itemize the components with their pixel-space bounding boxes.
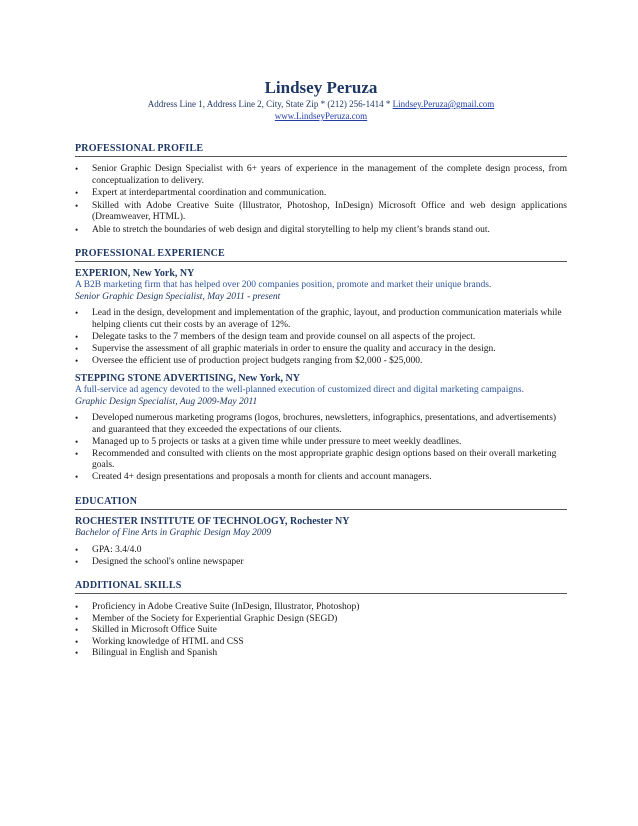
list-item-text: Recommended and consulted with clients on the most appropriate graphic design options based on their overall marketing goals. [92, 448, 557, 470]
list-item-text: Senior Graphic Design Specialist with 6+ years of experience in the management of the complete design process, from conceptualization to delivery. [92, 164, 567, 186]
list-item [75, 557, 567, 569]
resume-page [75, 78, 567, 660]
employer-name: STEPPING STONE ADVERTISING, New York, NY [75, 373, 300, 384]
bullet-icon: • [75, 625, 79, 635]
contact-address: Address Line 1, Address Line 2, City, State Zip * (212) 256-1414 * [147, 99, 393, 109]
bullet-icon: • [75, 448, 79, 459]
bullet-icon: • [75, 164, 79, 174]
employer-name: EXPERION, New York, NY [75, 268, 195, 279]
list-item-text: Delegate tasks to the 7 members of the design team and provide counsel on all aspects of the project. [92, 331, 476, 342]
list-item [75, 602, 567, 614]
list-item-text: Proficiency in Adobe Creative Suite (InDesign, Illustrator, Photoshop) [92, 602, 360, 612]
bullet-icon: • [75, 343, 79, 354]
bullet-icon: • [75, 200, 79, 211]
list-item [75, 449, 567, 472]
website-link[interactable]: www.LindseyPeruza.com [274, 111, 368, 121]
list-item-text: Working knowledge of HTML and CSS [92, 636, 244, 647]
list-item-text: Developed numerous marketing programs (logos, brochures, newsletters, infographics, presentations, and advertisements) and guaranteed that they exceeded the expectations of our clients. [92, 413, 557, 435]
email-link[interactable]: Lindsey.Peruza@gmail.com [392, 99, 495, 109]
profile-list [75, 164, 567, 236]
section-title-profile: PROFESSIONAL PROFILE [75, 143, 567, 157]
bullet-icon: • [75, 545, 79, 555]
bullet-icon: • [75, 224, 79, 235]
bullet-icon: • [75, 308, 79, 318]
list-item [75, 308, 567, 331]
list-item [75, 637, 567, 649]
job-role: Senior Graphic Design Specialist, May 2011 - present [75, 291, 281, 302]
job-duties-list [75, 308, 567, 367]
list-item [75, 625, 567, 637]
section-title-experience: PROFESSIONAL EXPERIENCE [75, 248, 567, 262]
list-item [75, 344, 567, 356]
employer-description: A B2B marketing firm that has helped over 200 companies position, promote and market their unique brands. [75, 280, 492, 290]
list-item [75, 188, 567, 200]
resume-header [75, 78, 567, 122]
bullet-icon: • [75, 648, 79, 658]
education-list [75, 545, 567, 568]
degree: Bachelor of Fine Arts in Graphic Design May 2009 [75, 527, 272, 538]
list-item [75, 437, 567, 449]
bullet-icon: • [75, 436, 79, 447]
skills-list [75, 602, 567, 660]
candidate-name: Lindsey Peruza [264, 78, 378, 97]
job-role: Graphic Design Specialist, Aug 2009-May 2011 [75, 396, 258, 407]
list-item [75, 332, 567, 344]
contact-line [75, 99, 567, 110]
job-duties-list [75, 413, 567, 484]
bullet-icon: • [75, 331, 79, 342]
section-title-skills: ADDITIONAL SKILLS [75, 580, 567, 594]
list-item-text: Supervise the assessment of all graphic materials in order to ensure the quality and accuracy in the design. [92, 343, 496, 354]
job-entry-stepping-stone [75, 373, 567, 484]
list-item-text: Lead in the design, development and implementation of the graphic, layout, and production communication materials while helping clients cut their costs by an average of 12%. [92, 308, 562, 330]
bullet-icon: • [75, 472, 79, 482]
list-item [75, 413, 567, 436]
list-item-text: Expert at interdepartmental coordination and communication. [92, 188, 327, 198]
list-item-text: Skilled in Microsoft Office Suite [92, 625, 217, 635]
list-item [75, 648, 567, 660]
list-item-text: Member of the Society for Experiential Graphic Design (SEGD) [92, 613, 338, 624]
list-item-text: Oversee the efficient use of production project budgets ranging from $2,000 - $25,000. [92, 355, 423, 366]
bullet-icon: • [75, 636, 79, 647]
bullet-icon: • [75, 188, 79, 198]
website-line [75, 111, 567, 122]
list-item-text: Able to stretch the boundaries of web design and digital storytelling to help my client’s brands stand out. [92, 224, 490, 235]
list-item-text: Bilingual in English and Spanish [92, 648, 218, 658]
list-item [75, 356, 567, 368]
job-entry-experion [75, 268, 567, 367]
list-item-text: Designed the school's online newspaper [92, 556, 244, 567]
list-item-text: GPA: 3.4/4.0 [92, 545, 142, 555]
list-item [75, 225, 567, 237]
school-name: ROCHESTER INSTITUTE OF TECHNOLOGY, Rochester NY [75, 515, 350, 527]
section-title-education: EDUCATION [75, 496, 567, 510]
list-item [75, 545, 567, 557]
bullet-icon: • [75, 355, 79, 366]
list-item [75, 164, 567, 187]
employer-description: A full-service ad agency devoted to the well-planned execution of customized direct and digital marketing campaigns. [75, 385, 524, 395]
list-item [75, 472, 567, 484]
list-item-text: Created 4+ design presentations and proposals a month for clients and account managers. [92, 472, 432, 482]
bullet-icon: • [75, 613, 79, 624]
list-item [75, 614, 567, 626]
list-item-text: Managed up to 5 projects or tasks at a given time while under pressure to meet weekly deadlines. [92, 436, 462, 447]
bullet-icon: • [75, 556, 79, 567]
bullet-icon: • [75, 413, 79, 423]
list-item-text: Skilled with Adobe Creative Suite (Illustrator, Photoshop, InDesign) Microsoft Office and web design applications (Dreamweaver, HTML). [92, 200, 567, 222]
list-item [75, 201, 567, 224]
bullet-icon: • [75, 602, 79, 612]
